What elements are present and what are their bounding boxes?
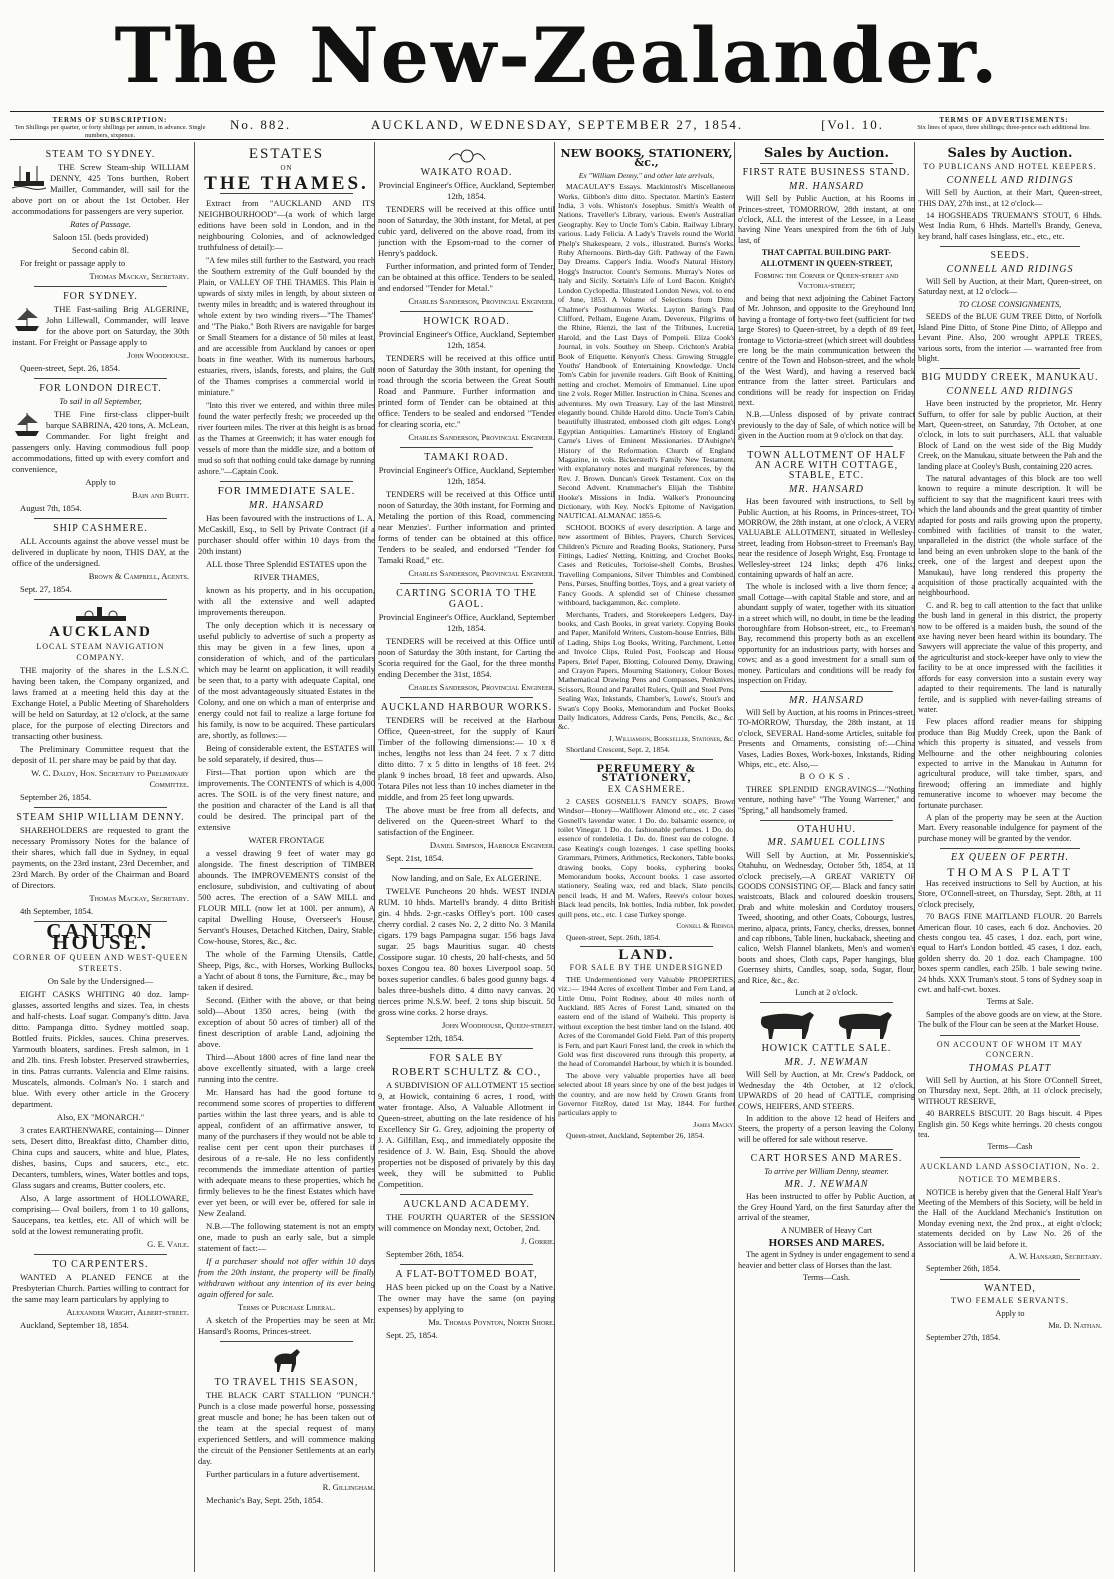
ad-body: The above very valuable properties have all been selected about 18 years since by one of the best judges in the country, and are now held by Crown Grants from Governor FitzRoy, dated 1st May, 1844. For further particulars apply to [558, 1070, 735, 1118]
ad-subheading: TO CLOSE CONSIGNMENTS, [958, 299, 1062, 309]
ad-body: THE Screw Steam-ship WILLIAM DENNY, 425 Tons burthen, Robert Mailler, Commander, will sail for the above port on or about the 1st October. Her accommodations for passengers are very superior. [12, 162, 189, 216]
ad-signature: J. Gorrie. [521, 1236, 555, 1246]
cattle-icon [752, 1007, 902, 1041]
ad-body: The natural advantages of this block are too well known to require a minute description. It will be sufficient to say that the magnificent kauri trees with which the land abounds and the great quantity of timber adapted for posts and rails growing upon the property, combined with facilities of transit to the water, unparalleled in the district (the whole surface of the land being an even unbroken slope to the bank of the creek, one of the largest and deepest upon the Manukau), have long rendered this property the acquisition of those practically acquainted with the neighbourhood. [918, 473, 1102, 598]
ad-date: September 27th, 1854. [926, 1333, 1001, 1343]
ad-body: THE BLACK CART STALLION "PUNCH." Punch is a close made powerful horse, possessing great muscle and bone; he has been taken out of the team at the special request of many experienced Settlers, and will commence making the circuit of the Pensioner Settlements at an early day. [198, 1390, 375, 1466]
separator [34, 807, 167, 808]
ad-body: WATER FRONTAGE [248, 835, 325, 845]
sailing-ship-icon [12, 411, 42, 439]
auctioneer-name: CONNELL AND RIDINGS [946, 174, 1074, 186]
ad-date: September 12th, 1854. [386, 1033, 464, 1043]
separator [940, 1035, 1080, 1036]
ad-signature: Charles Sanderson, Provincial Engineer. [408, 682, 555, 692]
ad-heading: THE THAMES. [204, 173, 369, 194]
column-4 [558, 146, 735, 1574]
ad-heading: AUCKLAND HARBOUR WORKS. [380, 702, 553, 713]
ad-heading: CARTING SCORIA TO THE GAOL. [396, 588, 537, 610]
separator [400, 447, 533, 448]
ad-signature: R. Gillingham. [322, 1482, 375, 1492]
ad-body: Provincial Engineer's Office, Auckland, September 12th, 1854. [378, 329, 555, 350]
ad-body: The whole of the Farming Utensils, Cattle, Sheep, Pigs, &c., with Horses, Working Bullocks, a Yacht of about 8 tons, the Furniture, &c., may be taken if desired. [198, 949, 375, 992]
ad-heading: STEAM TO SYDNEY. [45, 149, 156, 160]
ad-heading: ON [280, 164, 293, 172]
ad-heading: AUCKLAND LAND ASSOCIATION, No. 2. [920, 1161, 1100, 1171]
ad-body: Being of considerable extent, the ESTATES will be sold separately, if desired, thus— [198, 743, 375, 764]
ad-body: Apply to [85, 477, 116, 487]
ad-body: NOTICE is hereby given that the General Half Year's Meeting of the Members of this Society, will be held in the Hall of the Auckland Mechanic's Institution on Monday evening next, the 2nd prox., at eight o'clock; statements decided on by Law No. 26 of the Association will be laid before it. [918, 1187, 1102, 1249]
ad-body: TENDERS will be received at this office until noon of Saturday, the 30th instant, for Metal, at per cubic yard, delivered on the above road, from its junction with the Epsom-road to the corner of Henry's paddock. [378, 204, 555, 258]
ad-signature: Charles Sanderson, Provincial Engineer. [408, 296, 555, 306]
ad-body: Has been favoured with instructions, to Sell by Public Auction, at his Rooms, in Princes-street, TO-MORROW, the 28th instant, at one o'clock, A VERY VALUABLE ALLOTMENT, situated in Wellesley-street, leading from Hobson-street to Freeman's Bay, near the residence of Joseph Wright, Esq. Frontage to Wellesley-street 124 links; depth 476 links; containing upwards of half an acre. [738, 497, 915, 580]
ad-body: SHAREHOLDERS are requested to grant the necessary Promissory Notes for the balance of their shares, which fall due in Sydney, in equal payments, on the 23rd instant, 23rd December, and 23rd March. By order of the Chairman and Board of Directors. [12, 825, 189, 890]
separator [400, 311, 533, 312]
ad-heading: ROBERT SCHULTZ & CO., [391, 1066, 542, 1078]
ad-date: 4th September, 1854. [20, 906, 94, 916]
volume-number: [Vol. 10. [821, 117, 884, 132]
separator [220, 1341, 353, 1342]
auctioneer-name: MR. HANSARD [249, 500, 324, 511]
ad-body: SCHOOL BOOKS of every description. A large and new assortment of Bibles, Prayers, Church Services, Children's Picture and Reading Books, Stationery, Purse Fittings, Ladies' Netting, Knitting, and Crochet Books, Cases and Reticules, Tortoise-shell Combs, Brushes, Travelling Companions, Silver Thimbles and Combined, Pens, Purses, Snuffing bottles, Toys, and a great variety of Fancy Goods. A splendid set of Chinese chessmen withboard, backgammon, &c. complete. [558, 522, 735, 608]
ad-body: HORSES AND MARES. [768, 1236, 885, 1249]
ad-body: Terms at Sale. [986, 997, 1034, 1007]
ad-body: N.B.—The following statement is not an empty one, made to push an early sale, but a simple statement of fact:— [198, 1221, 375, 1253]
ad-subheading: EX CASHMERE. [607, 784, 686, 795]
ad-heading: TO TRAVEL THIS SEASON, [214, 1377, 359, 1388]
ad-body: Provincial Engineer's Office, Auckland, September 12th, 1854. [378, 180, 555, 201]
ad-body: known as his property, and in his occupation, with all the extensive and well adapted improvements thereupon. [198, 585, 375, 617]
ad-body: TENDERS will be received at this Office until noon of Saturday the 30th instant, for Carting the Scoria required for the Gaol, for the three months ending December the 31st, 1854. [378, 636, 555, 679]
ad-heading: EX QUEEN OF PERTH. [951, 852, 1069, 864]
ad-body: Will Sell by Auction, at their Mart, Queen-street, THIS DAY, 27th inst., at 12 o'clock— [918, 188, 1102, 208]
steamer-icon [71, 604, 131, 624]
separator [940, 246, 1080, 247]
ad-body: Merchants, Traders, and Storekeepers Ledgers, Day-books, and Cash Books, in great variety. Copying Books and Paper, Manifold Writers, Custom-house Entries, Bills of Lading, Ships Log Books, Writing, Parchment, Letter and Invoice Clips, Ruled Post, Foolscap and House Papers, Brief Paper, Blotting, Coloured Demy, Drawing, and Crayon Papers, Mourning Stationery, Colour Boxes, Mathematical Drawing Pens and Compasses, Penknives, Scissors, Round and Parallel Rulers, Quill and Steel Pens, Sealing Wax, Inkstands, Chamber's, Lowe's, Stout's and Swan's Copy Books, Memorandum and Pocket Books, Daily Indicators, Address Cards, Pens, Pencils, &c., &c. &c. [558, 609, 735, 732]
ad-body: The agent in Sydney is under engagement to send a heavier and better class of Horses than the last. [738, 1250, 915, 1270]
ad-body: ALL those Three Splendid ESTATES upon the [206, 559, 367, 569]
ad-heading: TAMAKI ROAD. [424, 452, 509, 463]
ad-body: TENDERS will be received at this office until noon of Saturday the 30th instant, for opening the road through the scoria between the Great South Road and Panmure. Further information and printed form of Tender can be obtained at this office. Tenders to be sealed and endorsed "Tender for clearing scoria, etc." [378, 353, 555, 429]
terms-adv-text: Six lines of space, three shillings; three-pence each additional line. [917, 124, 1091, 131]
ad-heading: LAND. [618, 946, 675, 963]
column-6 [918, 146, 1102, 1574]
auctioneer-name: THOMAS PLATT [947, 864, 1073, 879]
ad-body: a vessel drawing 9 feet of water may go alongside. The finest description of TIMBER abounds. The IMPROVEMENTS consist of the enclosure, subdivision, and cultivating of about 500 acres. The erection of a SAW MILL and FLOUR MILL (now let at 100l. per annum), A capital Dwelling House, Overseer's House, Servant's Houses, Detached Kitchen, Dairy, Stable, Cow-house, Stores, &c., &c. [198, 848, 375, 946]
ad-date: Queen-street, Sept. 26th, 1854. [566, 932, 661, 942]
ad-heading: FIRST RATE BUSINESS STAND. [742, 167, 911, 179]
ad-date: Mechanic's Bay, Sept. 25th, 1854. [206, 1495, 323, 1505]
ad-signature: Mr. Thomas Poynton, North Shore. [428, 1317, 555, 1327]
ad-body: Also, EX "MONARCH." [56, 1112, 145, 1122]
ad-body: Saloon 15l. (beds provided) [52, 232, 149, 242]
ad-body: TWO FEMALE SERVANTS. [950, 1296, 1070, 1306]
ad-heading: LOCAL STEAM NAVIGATION COMPANY. [36, 642, 165, 662]
ad-body: TENDERS will be received at the Harbour Office, Queen-street, for the supply of Kauri Timber of the following dimensions:— 10 x 8 inches, lengths not less than 24 feet. 7 x 7 ditto ditto ditto. 7 x 5 ditto in lengths of 18 feet. 2½ plank 9 inches broad, 18 feet and upwards. Also, Totara Piles not less than 10 inches diameter in the middle, and from 25 feet long upwards. [378, 715, 555, 802]
ad-body: Have been instructed by the proprietor, Mr. Henry Suffurn, to offer for sale by public Auction, at their Mart, Queen-street, on Saturday, 7th October, at one o'clock, in lots to suit purchasers, ALL that valuable Block of Land on the west side of the Big Muddy Creek, on the Manukau, situate between the Pah and the landing place at Cooley's Bush, containing 220 acres. [918, 399, 1102, 471]
ad-signature: John Woodhouse. [127, 350, 189, 360]
ad-body: N.B.—Unless disposed of by private contract previously to the day of Sale, of which notice will be given in the Auction room at 9 o'clock on that day. [738, 410, 915, 441]
sailing-ship-icon [12, 306, 42, 334]
ad-signature: J. Williamson, Bookseller, Stationer, &c. [608, 733, 735, 743]
ad-body: HAS been picked up on the Coast by a Native. The owner may have the same (on paying expenses) by applying to [378, 1282, 555, 1314]
ad-date: Queen-street, Sept. 26, 1854. [20, 363, 120, 373]
ad-signature: James Macky. [693, 1119, 735, 1129]
ad-body: First—That portion upon which are the improvements. The CONTENTS of which is 4,000 acres. The SOIL is of the very finest nature, and the position and character of the Land is all that could be desired. The principal part of the extensive [198, 767, 375, 832]
ad-body: Will Sell by Auction, at Mr. Crew's Paddock, on Wednesday the 4th October, at 12 o'clock, UPWARDS of 20 head of CATTLE, comprising COWS, HEIFERS, AND STEERS. [738, 1070, 915, 1111]
ad-body: Extract from "AUCKLAND AND ITS NEIGHBOURHOOD"—(a work of which large editions have been sold in London, and in the neighbouring Colonies, and of acknowledged truthfulness of detail):— [198, 198, 375, 252]
ad-body: BOOKS. [799, 772, 854, 782]
book-list: MACAULAY'S Essays. Mackintosh's Miscellaneous Works. Gibbon's ditto ditto. Spectator. Martin's Eastern India, 3 vols. Whiston's Josephus. Smith's Wealth of Nations. Traveller's Library, various. Ewen's Australian Geography. Key to Uncle Tom's Cabin. Railway Library, various. Lady Felicia. A Lady's Travels round the World. Phelp's Shakespeare, 2 vols., illustrated. Burns's Works. Ruby Afternoons. Birth-day Gift. Pathway of the Fawn. Day Dreams. Capper's India. Wood's Natural History. Hogg's Instructor. Count's Sermons. Murray's Notes on Italy and Sicily. Sortain's Life of Lord Bacon. Knight's London Cyclopedia. Illustrated London News, vol. to end of June, 1853. A Volume of Selections from Ditto. Chalmer's Posthumous Works. Layton Baring's Paul Clifford, Pelham, Eugene Aram, Devereux, Pilgrims of the Rhine, Rienzi, the last of the Tribunes, Lucretia, Harold, and the Last Days of Pompeii. Eliza Cook's Journal, in vols. Southey on Sheep. Crichton's Arabia. Book of Etiquette. Kenyon's Chess. Growing Struggle. Youths' Handbook of Entertaining Knowledge. Uncle Tom's Cabin for juvenile readers. Gift Book of Knitting, netting and crochet. Memoirs of Emmanuel. Line upon line 2 vols. Roger Miller. Instruction in China. Scenes and adventures. My own Treasury. Lay of the last Minstrel, elegantly bound. Childe Harold ditto. Uncle Tom's Cabin, beautifully illustrated, embossed cloth gilt edges. Long's Egyptian Antiquities. Lamartine's History of England. Carne's Lives of Eminent Missionaries. D'Aubigne's History of the Reformation. Church of England Magazine, in vols. Bickersteth's Family New Testament, with explanatory notes and marginal references, by the Rev. J. Brown. Duncan's Greek Testament. Cox on the Second Advent. Krummacher's Elijah the Tishbite. Hooke's Missions in India. Walker's Pronouncing Dictionary, with Key. Nock's Epitome of Navigation. NAUTICAL ALMANAC 1855-6. [558, 182, 735, 521]
auctioneer-name: MR. J. NEWMAN [784, 1056, 869, 1068]
ad-body: A plan of the property may be seen at the Auction Mart. Every reasonable indulgence for payment of the purchase money will be granted by the vendor. [918, 812, 1102, 843]
separator [760, 1149, 893, 1150]
ad-heading: HOWICK CATTLE SALE. [761, 1043, 892, 1055]
ad-date: Sept. 21st, 1854. [386, 853, 444, 863]
ad-heading: OTAHUHU. [796, 823, 857, 835]
ad-heading: Now landing, and on Sale, Ex ALGERINE. [391, 873, 542, 883]
ad-body: A NUMBER of Heavy Cart [781, 1225, 872, 1235]
steamship-icon [12, 164, 46, 190]
ad-body: Mr. Hansard has had the good fortune to recommend some scores of properties to different parties within the last three years, and is able to appeal, confident of an affirmative answer, to many of the purchasers if they would not be able to realise cent per cent upon their purchases if desirous of a re-sale. He no less confidently recommends the immediate attention of parties with adequate means to these properties, which he firmly believes to be the finest Estates which have ever yet been, or will ever be, offered for sale in New Zealand. [198, 1087, 375, 1218]
ad-signature: Connell & Ridings, [676, 921, 735, 931]
ad-signature: Mr. D. Nathan. [1048, 1321, 1102, 1331]
ad-body: THE Fine first-class clipper-built barque SABRINA, 420 tons, A. McLean, Commander. For light freight and passengers only. Having commodious full poop accommodations, fitted up with every comfort and convenience, [12, 409, 189, 474]
ad-heading: BIG MUDDY CREEK, MANUKAU. [921, 372, 1099, 384]
auctioneer-name: MR. SAMUEL COLLINS [767, 837, 886, 849]
ad-subheading: CORNER OF QUEEN AND WEST-QUEEN STREETS. [12, 953, 189, 973]
ad-body: Will Sell by Auction, at Mr. Possenniskie's, Otahuhu, on Wednesday, October 5th, 1854, at 11 o'clock precisely,—A GREAT VARIETY OF GOODS CONSISTING OF,— Black and fancy satin waistcoats, Black and coloured doeskin trousers, Drab and white moleskin and Cordutoy trousers, Tweed, shooting, and other Coats, Cobourgs, lustres, merino, alpaca, prints, Fancy, checks, dresses, bonnet and cap ribbons, Table linen, huckaback, sheeting and calico, Welsh Flannel blankets, Men's and women's boots and shoes, Cloth caps, Paper hangings, blue Guernsey shirts, Candles, soap, soda, Sugar, flour, and Rice, &c., &c. [738, 850, 915, 985]
ad-body: Has been instructed to offer by Public Auction, at the Grey Hound Yard, on the first Saturday after the arrival of the steamer, [738, 1192, 915, 1223]
auctioneer-name: CONNELL AND RIDINGS [946, 263, 1074, 275]
ad-signature: G. E. Vaile. [147, 1239, 189, 1249]
auctioneer-name: CONNELL AND RIDINGS [946, 385, 1074, 397]
ad-body: Rates of Passage. [70, 219, 131, 229]
ad-body: Will Sell by Auction, at his rooms in Princes-street, TO-MORROW, Thursday, the 28th instant, at 11 o'clock, SEVERAL Hand-some Articles, suitable for Presents and Ornaments, consisting of:—China Vases, Ladies Boxes, Work-boxes, Inkstands, Riding Whips, etc., etc. Also,— [738, 707, 915, 769]
dateline [230, 114, 884, 136]
separator [400, 1264, 533, 1265]
ad-heading: A FLAT-BOTTOMED BOAT, [395, 1269, 538, 1280]
newspaper-title: The New-Zealander. [114, 11, 1000, 100]
ad-body: Will Sell by Public Auction, at his Rooms in Princes-street, TOMORROW, 28th instant, at one o'clock, ALL the interest of the Lessee, in a Lease having Nine Years unexpired from the 6th of July last, of [738, 194, 915, 245]
separator [34, 518, 167, 519]
ad-heading: SHIP CASHMERE. [53, 523, 148, 534]
ad-heading: ESTATES [248, 146, 325, 162]
ad-date: September 26th, 1854. [386, 1249, 464, 1259]
ad-body: THE Fast-sailing Brig ALGERINE, John Lillewall, Commander, will leave for the above port on Saturday, the 30th instant. For Freight or Passage apply to [12, 304, 189, 347]
masthead [0, 8, 1114, 104]
ad-body: 70 BAGS FINE MAITLAND FLOUR. 20 Barrels American flour. 10 cases, each 6 doz. Anchovies. 20 chests congou tea. 45 cases, 1 doz. each, port wine, equal to Hart's London bottled. 45 cases, 1 doz. each, golden sherry do. 20 1 doz. each Champagne. 100 boxes sperm candles, each 25lb. 1 bale sewing twine. 24 hhds. XXX Truman's stout. 5 tons of Sydney soap in cwt. and half-cwt. boxes. [918, 912, 1102, 995]
separator [34, 286, 167, 287]
ad-body: Third—About 1800 acres of fine land near the above excellently situated, with a large creek running into the centre. [198, 1052, 375, 1084]
ad-body: Will Sell by Auction, at their Mart, Queen-street, on Saturday next, at 12 o'clock— [918, 277, 1102, 297]
separator [34, 378, 167, 379]
ad-subheading: To arrive per William Denny, steamer. [764, 1166, 889, 1176]
ad-date: August 7th, 1854. [20, 503, 82, 513]
ad-signature: John Woodhouse, Queen-street. [442, 1020, 555, 1030]
ad-body: THAT CAPITAL BUILDING PART-ALLOTMENT IN QUEEN-STREET, [760, 248, 893, 268]
ad-body: THE Undermentioned very Valuable PROPERTIES, viz.:— 1944 Acres of excellent Timber and Fern Land, at Little Omu, Point Rodney, about 40 miles north of Auckland. 885 Acres of Forest Land, situated on the eastern end of the island of Waiheki. This property is without exception the best timber land on the Island. 400 Acres of the Coromandel Gold Field. Part of this property is Fern, and part Kauri Forest land, the creek in which the Gold was first discovered runs through this property, at the head of Coromandel Harbour, by which it is bounded. [558, 974, 735, 1069]
ad-body: Further information, and printed form of Tender, can be obtained at this office. Tenders to be sealed, and endorsed "Tender for Metal." [378, 261, 555, 293]
ad-heading: CANTON HOUSE. [46, 919, 155, 954]
separator [940, 1157, 1080, 1158]
ad-signature: Daniel Simpson, Harbour Engineer. [429, 840, 555, 850]
ad-body: THREE SPLENDID ENGRAVINGS—"Nothing venture, nothing have" "The Young Warrener," and "Spring," all handsomely framed. [738, 784, 915, 815]
ad-heading: AUCKLAND ACADEMY. [403, 1199, 530, 1210]
ad-body: 14 HOGSHEADS TRUEMAN'S STOUT, 6 Hhds. West India Rum, 6 Hhds. Martell's Brandy, Geneva, key brand, half cases Isinglass, etc., etc., etc. [918, 211, 1102, 241]
ad-heading: PERFUMERY & STATIONERY, [596, 760, 697, 784]
date-text: AUCKLAND, WEDNESDAY, SEPTEMBER 27, 1854. [370, 117, 744, 132]
ad-heading: TOWN ALLOTMENT OF HALF AN ACRE WITH COTTAGE, STABLE, ETC. [747, 449, 906, 482]
ad-date: Sept. 27, 1854. [20, 584, 72, 594]
ad-body: The only deception which it is necessary or useful publicly to advertise of such a property as this may be given in a few lines, upon a consideration of which, and of the particulars which may be learnt on application, it will readily be seen that, to a party with adequate Capital, one of the most advantageously situated Estates in the Colony, and one on which a man of enterprise and energy could not fail to realize a large fortune for his family, is now to be acquired. These particulars are, shortly, as follows:— [198, 620, 375, 740]
ad-body: and being that next adjoining the Cabinet Factory of Mr. Johnson, and opposite to the Greyhound Inn; having a frontage of forty-two feet (sufficient for two large Stores) to Queen-street, by a depth of 89 feet, frontage to Victoria-street (which street will doubtless ere long be the main communication between the centre of the Town and Hobson-street, and the whole of the West Ward), and having a reserved back entrance from the latter street. Particulars and conditions will be ready for inspection on Friday next. [738, 293, 915, 407]
ad-signature: W. C. Daldy, Hon. Secretary to Preliminary Committee. [31, 768, 189, 789]
ad-heading: TO PUBLICANS AND HOTEL KEEPERS. [923, 162, 1097, 172]
ad-heading: SEEDS. [990, 250, 1030, 262]
ad-subheading: Ex "William Denny," and other late arrivals, [578, 170, 715, 180]
separator [400, 583, 533, 584]
auctioneer-name: MR. HANSARD [789, 483, 864, 495]
ad-body: Further particulars in a future advertisement. [206, 1469, 360, 1479]
ad-body: Also, A large assortment of HOLLOWARE, comprising— Oval boilers, from 1 to 10 gallons, Saucepans, tea kettles, etc. All of which will be sold at the lowest remunerating profit. [12, 1193, 189, 1236]
ad-body: Terms—Cash. [803, 1273, 850, 1283]
terms-of-subscription [10, 116, 210, 140]
separator [940, 1279, 1080, 1280]
auctioneer-name: MR. J. NEWMAN [784, 1178, 869, 1190]
ad-signature: Thomas Mackay, Secretary. [89, 271, 189, 281]
ad-heading: TO CARPENTERS. [52, 1259, 149, 1270]
section-heading: Sales by Auction. [763, 146, 890, 161]
ad-heading: FOR LONDON DIRECT. [39, 383, 162, 394]
separator [400, 1048, 533, 1049]
ad-heading: NEW BOOKS, STATIONERY, &c., [560, 147, 733, 170]
ad-body: 3 crates EARTHENWARE, containing— Dinner sets, Desert ditto, Breakfast ditto, Chamber ditto, China cups and saucers, white and blue, Plates, dishes, basins, Cups and saucers, etc., etc. Decanters, tumblers, wines, Water bottles and tops, Glass sugars and creams, Butter coolers, etc. [12, 1125, 189, 1190]
ad-body: Provincial Engineer's Office, Auckland, September 12th, 1854. [378, 465, 555, 486]
ad-heading: WANTED, [984, 1282, 1036, 1294]
ad-signature: Charles Sanderson, Provincial Engineer. [408, 432, 555, 442]
terms-sub-heading: TERMS OF SUBSCRIPTION: [52, 116, 168, 124]
ad-date: September 26, 1854. [20, 792, 92, 802]
separator [940, 848, 1080, 849]
separator [580, 759, 713, 760]
section-heading: Sales by Auction. [947, 146, 1073, 161]
separator [760, 163, 893, 164]
ad-body: Samples of the above goods are on view, at the Store. The bulk of the Flour can be seen at the Market House. [918, 1009, 1102, 1030]
ad-body: Will Sell by Auction, at his Store O'Connell Street, on Thursday next, Sept. 28th, at 11 o'clock precisely, WITHOUT RESERVE, [918, 1075, 1102, 1106]
column-rule [194, 142, 195, 1572]
ad-heading: FOR SALE BY [429, 1053, 504, 1064]
column-1 [12, 146, 189, 1574]
ad-body: Few places afford readier means for shipping produce than Big Muddy Creek, upon the Bank of which this property is situated, and vessels from Melbourne and the other neighbouring colonies expected to arrive in the Manukau in Autumn for agricultural produce, will take timber, spars, and firewood; offering an immediate and highly remunerative income to whoever may become the fortunate purchaser. [918, 717, 1102, 810]
ad-signature: Alexander Wright, Albert-street. [66, 1307, 189, 1317]
separator [34, 1254, 167, 1255]
separator [34, 599, 167, 600]
ad-body: Second. (Either with the above, or that being sold)—About 1350 acres, being (with the exception of about 50 acres of timber) all of the finest description of arable Land, adjoining the above. [198, 995, 375, 1049]
ad-body: For freight or passage apply to [20, 258, 126, 268]
ad-signature: Charles Sanderson, Provincial Engineer. [408, 568, 555, 578]
auctioneer-name: MR. HANSARD [789, 694, 864, 706]
ad-body: WANTED A PLANED FENCE at the Presbyterian Church. Parties willing to contract for the same may learn particulars by applying to [12, 1272, 189, 1304]
ad-body: THE FOURTH QUARTER of the SESSION will commence on Monday next, October, 2nd. [378, 1212, 555, 1233]
ad-body: Apply to [995, 1308, 1025, 1318]
ad-heading: ON ACCOUNT OF WHOM IT MAY CONCERN. [936, 1039, 1084, 1060]
separator [400, 868, 533, 869]
ad-date: Sept. 25, 1854. [386, 1330, 438, 1340]
separator [400, 697, 533, 698]
ad-body: Has been favoured with the instructions of L. A. McCaskill, Esq., to Sell by Private Contract (if a purchaser should offer within 10 days from the 20th instant) [198, 513, 375, 556]
ad-heading: FOR SYDNEY. [63, 291, 138, 302]
ad-subheading: To sail in all September, [59, 396, 142, 406]
separator [760, 820, 893, 821]
royal-arms-icon [445, 148, 489, 164]
ad-body: Terms—Cash [987, 1142, 1033, 1152]
separator [400, 1194, 533, 1195]
horse-icon [269, 1346, 305, 1374]
top-rule [10, 111, 1104, 112]
ad-body: ALL Accounts against the above vessel must be delivered in duplicate by noon, THIS DAY, at the office of the undersigned. [12, 536, 189, 568]
ad-body: Lunch at 2 o'clock. [795, 988, 858, 998]
ad-body: The whole is inclosed with a live thorn fence; a small Cottage—with capital Stable and store, and an abundant supply of water, together with its situation in a street which will, no doubt, in time be the leading thoroughfare from Hobson-street, etc., to Freeman's Bay, recommend this property both as an excellent opportunity for an industrious party, with horses and cows; and as a good investment for a small sum of money. Particulars and conditions will be ready for inspection on Friday. [738, 582, 915, 686]
ad-signature: Thomas Mackay, Secretary. [89, 893, 189, 903]
auctioneer-name: MR. HANSARD [789, 180, 864, 192]
ad-body: 40 BARRELS BISCUIT. 20 Bags biscuit. 4 Pipes English gin. 50 Kegs white herrings. 20 chests congou tea. [918, 1109, 1102, 1139]
ad-body: TWELVE Puncheons 20 hhds. WEST INDIA RUM. 10 hhds. Martell's brandy. 4 ditto British gin. 4 hhds. 2-gr.-casks Offley's port. 100 cases cherry cordial. 2 cases No. 2, 2 ditto No. 3 Manila cigars. 179 bags Pampagna sugar. 156 bags Java sugar. 25 bags Mauritius sugar. 40 chests Cossipore sugar. 10 chests, 20 half-chests, and 50 boxes Congou tea. 80 boxes Liverpool soap. 50 boxes superior candles. 6 bales good gunny bags. 4 bales three-bushels ditto. 4 ditto navy canvas. 20 tierces prime N.S.W. beef. 2 tons ship biscuit. 50 gross wine corks. 2 horse drays. [378, 886, 555, 1017]
ad-body: A sketch of the Properties may be seen at Mr. Hansard's Rooms, Princes-street. [198, 1315, 375, 1336]
separator [760, 1002, 893, 1003]
separator [760, 691, 893, 692]
terms-of-advertisements [904, 116, 1104, 132]
terms-sub-text: Ten Shillings per quarter, or forty shillings per annum, in advance. Single numbers, sixpence. [14, 124, 206, 139]
ad-heading: FOR IMMEDIATE SALE. [217, 485, 356, 497]
quote: "Into this river we entered, and within three miles found the water perfectly fresh; we proceeded up the river fourteen miles. The river at this height is as broad as the Thames at Greenwich; it has water enough for vessels of more than the middle size, and a bottom of mud so soft that nothing could take damage by running ashore."—Captain Cook. [198, 401, 375, 476]
ad-body: THE majority of the shares in the L.S.N.C. having been taken, the Company organized, and laws framed at a meeting held this day at the Exchange Hotel, a Public Meeting of Shareholders will be held on Saturday, at 12 o'clock, at the same place, for the purpose of electing Directors and transacting other business. [12, 665, 189, 741]
column-3 [378, 146, 555, 1574]
ad-body: In addition to the above 12 head of Heifers and Steers, the property of a person leaving the Colony, will be offered for sale without reserve. [738, 1113, 915, 1144]
ad-body: A SUBDIVISION OF ALLOTMENT 15 section 9, at Howick, containing 6 acres, 1 rood, with water frontage. Also, A Valuable Allotment in Queen-street, abutting on the late residence of his Excellency Sir G. Grey, adjoining the property of J. A. Gilfillan, Esq., and immediately opposite the residence of J. W. Bain, Esq. Should the above properties not be disposed of privately by this day week, they will be submitted to Public Competition. [378, 1080, 555, 1189]
ad-heading: AUCKLAND [49, 624, 152, 640]
ad-subheading: FOR SALE BY THE UNDERSIGNED [569, 963, 724, 973]
ad-body: Has received instructions to Sell by Auction, at his Store, O'Connell-street, on Thursday, Sept. 28th, at 11 o'clock precisely, [918, 879, 1102, 909]
ad-date: Shortland Crescent, Sept. 2, 1854. [566, 745, 670, 755]
ad-signature: A. W. Hansard, Secretary. [1008, 1252, 1102, 1261]
ad-heading: CART HORSES AND MARES. [750, 1153, 903, 1165]
ad-body: TENDERS will be received at this Office until noon of Saturday, the 30th instant, for Forming and Metaling the portion of this Road, commencing near Menzies'. Further information and printed forms of tender can be obtained at this office. Tenders to be sealed, and endorsed "Tender for Tamaki Road," etc. [378, 489, 555, 565]
ad-heading: STEAM SHIP WILLIAM DENNY. [16, 812, 185, 823]
ad-date: Queen-street, Auckland, September 26, 1854. [566, 1131, 705, 1141]
ad-body: Forming the Corner of Queen-street and Victoria-street; [754, 271, 899, 291]
ad-signature: Brown & Campbell, Agents. [88, 571, 189, 581]
ad-date: Auckland, September 18, 1854. [20, 1320, 129, 1330]
separator [760, 446, 893, 447]
ad-body: SEEDS of the BLUE GUM TREE Ditto, of Norfolk Island Pine Ditto, of Stone Pine Ditto, of Alleppo and Levant Pine. Also, 200 wrought APPLE TREES, various sorts, from the interior — warranted free from blight. [918, 312, 1102, 363]
ad-body: On Sale by the Undersigned— [47, 976, 154, 986]
ad-body: 2 CASES GOSNELL'S FANCY SOAPS, Brown Windsor—Honey—Wallflower Almond etc., etc. 2 cases Gosnell's lavendar water. 1 Do. do. balsamic essence, or toilet Vinegar. 1 Do. do. fashionable perfumes. 1 Do. do. essence of rondeletia. 1 Do. do. finest eau de cologne. 1 case Keating's cough lozenges. 1 case spelling books, Grammars, Primers, Arithmetics, Reckoners, Table books, drawing books, Copy books, cyphering books, Memorandum books, Account books. 1 case assorted stationery, Sealing wax, red and black, Slate pencils, pencil leads, H and M. Wafers, Reeve's colour boxes, Black lead pencils, Ink bottles, India rubber, Ink powder, quill pens, etc., etc. 1 case Turkey sponge. [558, 796, 735, 919]
separator [220, 481, 353, 482]
ad-body: Terms of Purchase Liberal. [237, 1302, 336, 1312]
separator [940, 368, 1080, 369]
quote: "A few miles still further to the Eastward, you reach the Southern extremity of the Gulf bounded by the Plain, or VALLEY OF THE THAMES. This Plain is upwards of sixty miles in length, by about sixteen or twenty miles in breadth; and is watered throughout its whole extent by two winding rivers—"The Thames" and "The Piako." Both Rivers are navigable for barges or Small Steamers for a distance of 50 miles at least, and are accessible from Auckland by canoes or open boats in fine weather. With its numerous harbours, estuaries, rivers, islands, forests, and plains, the Gulf of the Thames comprises a commercial world in miniature." [198, 256, 375, 397]
ad-body: Provincial Engineer's Office, Auckland, September 12th, 1854. [378, 612, 555, 633]
ad-body: Second cabin 8l. [71, 245, 130, 255]
ad-heading: HOWICK ROAD. [423, 316, 510, 327]
column-5 [738, 146, 915, 1574]
auctioneer-name: THOMAS PLATT [968, 1062, 1052, 1074]
ad-date: September 26th, 1854. [926, 1264, 1001, 1274]
ad-body: RIVER THAMES, [253, 572, 320, 582]
ad-signature: Bain and Burtt. [132, 490, 189, 500]
ad-heading: WAIKATO ROAD. [420, 167, 513, 178]
ad-body: If a purchaser should not offer within 10 days from the 20th instant, the property will be finally withdrawn without any intention of its ever being again offered for sale. [198, 1256, 375, 1299]
ad-body: C. and R. beg to call attention to the fact that unlike the bush land in general in this district, the property now to be offered is a maiden bush, the sound of the axe having never been heard within its boundary. The Sawyers will appreciate the value of this property, and the agriculturist and stock-keeper have only to view the facility to be at once impressed with the facilities it affords for easy conversion into a sustain every way adapted to their requirements. The land is naturally fertile, and is supplied with never-failing streams of water. [918, 600, 1102, 714]
ad-body: The Preliminary Committee request that the deposit of 1l. per share may be paid by that day. [12, 744, 189, 765]
column-2 [198, 146, 375, 1574]
header-rule [10, 139, 1104, 140]
terms-adv-heading: TERMS OF ADVERTISEMENTS: [939, 116, 1069, 124]
ad-subheading: NOTICE TO MEMBERS. [958, 1175, 1062, 1185]
issue-number: No. 882. [230, 117, 292, 132]
ad-body: EIGHT CASKS WHITING 40 doz. lamp-glasses, assorted lengths and sizes. Tea, in chests and half-chests. Loaf sugar. Company's ditto. Java ditto. Pampanga ditto. Sydney mottled soap. Bottled fruits. Pickles, sauces. China preserves. Yarmouth bloaters, sardines. Fresh salmon, in 1 and 2lb. tins. Fresh lobster. Preserved strawberries, in tins. Patras currants. Valencia and Elme raisins. Muscatels, almonds. Colman's No. 1 starch and blue. With every other article in the Grocery department. [12, 989, 189, 1109]
ad-body: The above must be free from all defects, and delivered on the Queen-street Wharf to the satisfaction of the Engineer. [378, 805, 555, 837]
